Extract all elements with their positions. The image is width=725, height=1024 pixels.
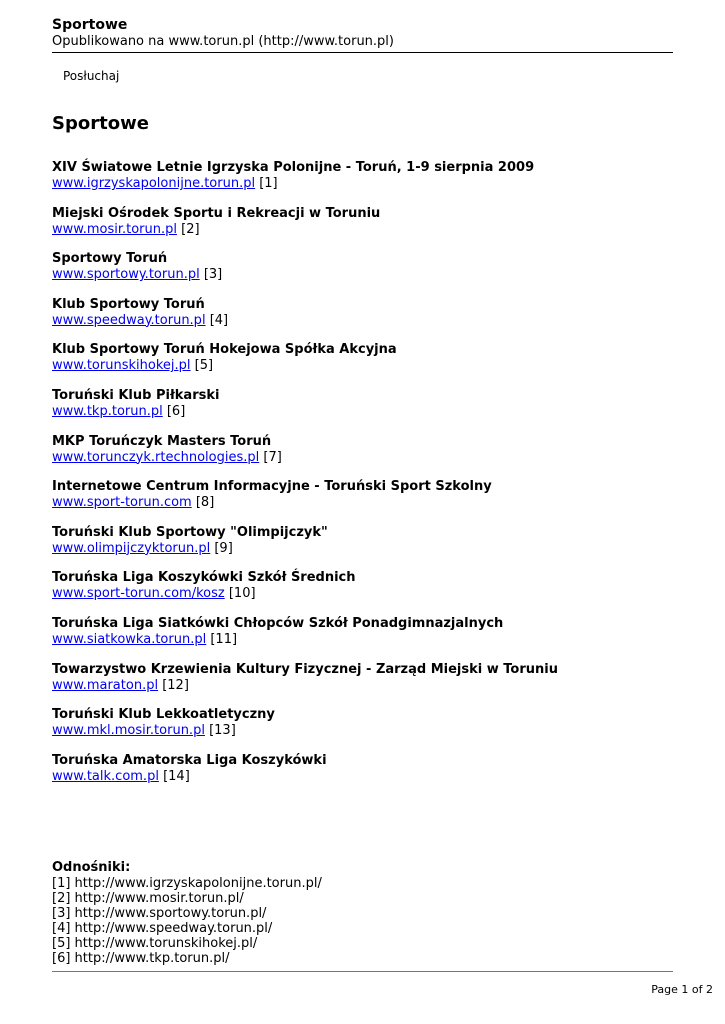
entry-reference-marker: [7] — [263, 449, 282, 465]
entry-link[interactable]: www.sportowy.torun.pl — [52, 267, 200, 283]
list-item — [52, 570, 673, 616]
entry-reference-marker: [8] — [195, 495, 215, 511]
entry-reference-marker: [11] — [210, 631, 238, 647]
list-item — [52, 388, 673, 434]
entry-title: Toruński Klub Sportowy "Olimpijczyk" — [52, 524, 328, 540]
entry-link[interactable]: www.mosir.torun.pl — [52, 221, 177, 237]
entry-title: Toruńska Liga Koszykówki Szkół Średnich — [52, 570, 356, 586]
published-source: Opublikowano na www.torun.pl (http://www.torun.pl) — [52, 34, 394, 49]
entry-title: Internetowe Centrum Informacyjne - Toruński Sport Szkolny — [52, 479, 492, 495]
entry-title: Klub Sportowy Toruń — [52, 296, 205, 312]
entry-link-line — [52, 267, 673, 282]
references-section — [52, 860, 673, 966]
list-item — [52, 753, 673, 799]
reference-item: [1] http://www.igrzyskapolonijne.torun.pl/ — [52, 876, 322, 891]
entry-title: Towarzystwo Krzewienia Kultury Fizycznej - Zarząd Miejski w Toruniu — [52, 661, 558, 677]
reference-item: [5] http://www.torunskihokej.pl/ — [52, 936, 258, 951]
entry-link-line — [52, 495, 673, 510]
entry-link[interactable]: www.tkp.torun.pl — [52, 403, 163, 419]
list-item — [52, 662, 673, 708]
entry-link[interactable]: www.igrzyskapolonijne.torun.pl — [52, 176, 256, 191]
entry-reference-marker: [5] — [194, 358, 214, 374]
entry-reference-marker: [2] — [181, 221, 200, 237]
reference-item: [3] http://www.sportowy.torun.pl/ — [52, 906, 267, 921]
entry-link[interactable]: www.olimpijczyktorun.pl — [52, 540, 211, 556]
list-item — [52, 479, 673, 525]
entry-title: Sportowy Toruń — [52, 251, 168, 267]
entry-link-line — [52, 450, 673, 465]
entry-link-line — [52, 632, 673, 647]
entry-list — [52, 160, 673, 798]
list-item — [52, 434, 673, 480]
entry-title: XIV Światowe Letnie Igrzyska Polonijne - Toruń, 1-9 sierpnia 2009 — [52, 160, 535, 175]
entry-title: Toruńska Liga Siatkówki Chłopców Szkół Ponadgimnazjalnych — [52, 615, 504, 631]
entry-reference-marker: [14] — [163, 768, 190, 784]
entry-link-line — [52, 769, 673, 784]
entry-link[interactable]: www.siatkowka.torun.pl — [52, 631, 207, 647]
entry-reference-marker: [4] — [209, 312, 229, 328]
list-item — [52, 525, 673, 571]
entry-link-line — [52, 358, 673, 373]
entry-link[interactable]: www.talk.com.pl — [52, 768, 159, 784]
list-item — [52, 707, 673, 753]
listen-link[interactable]: Posłuchaj — [63, 69, 120, 83]
entry-link-line — [52, 586, 673, 601]
entry-link[interactable]: www.sport-torun.com/kosz — [52, 586, 225, 602]
entry-link-line — [52, 404, 673, 419]
entry-title: Klub Sportowy Toruń Hokejowa Spółka Akcyjna — [52, 342, 397, 358]
entry-link[interactable]: www.maraton.pl — [52, 677, 159, 693]
list-item — [52, 206, 673, 252]
list-item — [52, 342, 673, 388]
entry-title: Toruńska Amatorska Liga Koszykówki — [52, 752, 327, 768]
reference-item: [6] http://www.tkp.torun.pl/ — [52, 951, 230, 966]
entry-reference-marker: [9] — [214, 540, 233, 556]
entry-link[interactable]: www.mkl.mosir.torun.pl — [52, 723, 205, 739]
entry-link-line — [52, 541, 673, 556]
entry-title: MKP Toruńczyk Masters Toruń — [52, 433, 272, 449]
entry-reference-marker: [13] — [209, 723, 236, 739]
entry-link-line — [52, 723, 673, 738]
entry-reference-marker: [12] — [162, 677, 189, 693]
entry-title: Miejski Ośrodek Sportu i Rekreacji w Toruniu — [52, 205, 381, 221]
entry-link-line — [52, 222, 673, 237]
entry-link-line — [52, 313, 673, 328]
reference-item: [2] http://www.mosir.torun.pl/ — [52, 891, 244, 906]
reference-item: [4] http://www.speedway.torun.pl/ — [52, 921, 273, 936]
entry-link[interactable]: www.torunskihokej.pl — [52, 358, 191, 374]
references-list — [52, 876, 673, 966]
entry-reference-marker: [1] — [259, 176, 278, 191]
entry-link-line — [52, 176, 673, 191]
list-item — [52, 297, 673, 343]
references-heading: Odnośniki: — [52, 860, 131, 875]
entry-title: Toruński Klub Lekkoatletyczny — [52, 707, 275, 723]
page-number: Page 1 of 2 — [651, 983, 713, 996]
entry-reference-marker: [3] — [203, 267, 223, 283]
page-title: Sportowe — [52, 113, 149, 134]
entry-link-line — [52, 678, 673, 693]
entry-title: Toruński Klub Piłkarski — [52, 387, 220, 403]
entry-link[interactable]: www.speedway.torun.pl — [52, 312, 206, 328]
list-item — [52, 616, 673, 662]
site-title: Sportowe — [52, 17, 128, 33]
list-item — [52, 160, 673, 206]
entry-reference-marker: [10] — [228, 586, 256, 602]
list-item — [52, 251, 673, 297]
entry-link[interactable]: www.torunczyk.rtechnologies.pl — [52, 449, 260, 465]
entry-link[interactable]: www.sport-torun.com — [52, 495, 192, 511]
entry-reference-marker: [6] — [166, 403, 186, 419]
header-divider — [52, 52, 673, 53]
footer-divider — [52, 971, 673, 972]
